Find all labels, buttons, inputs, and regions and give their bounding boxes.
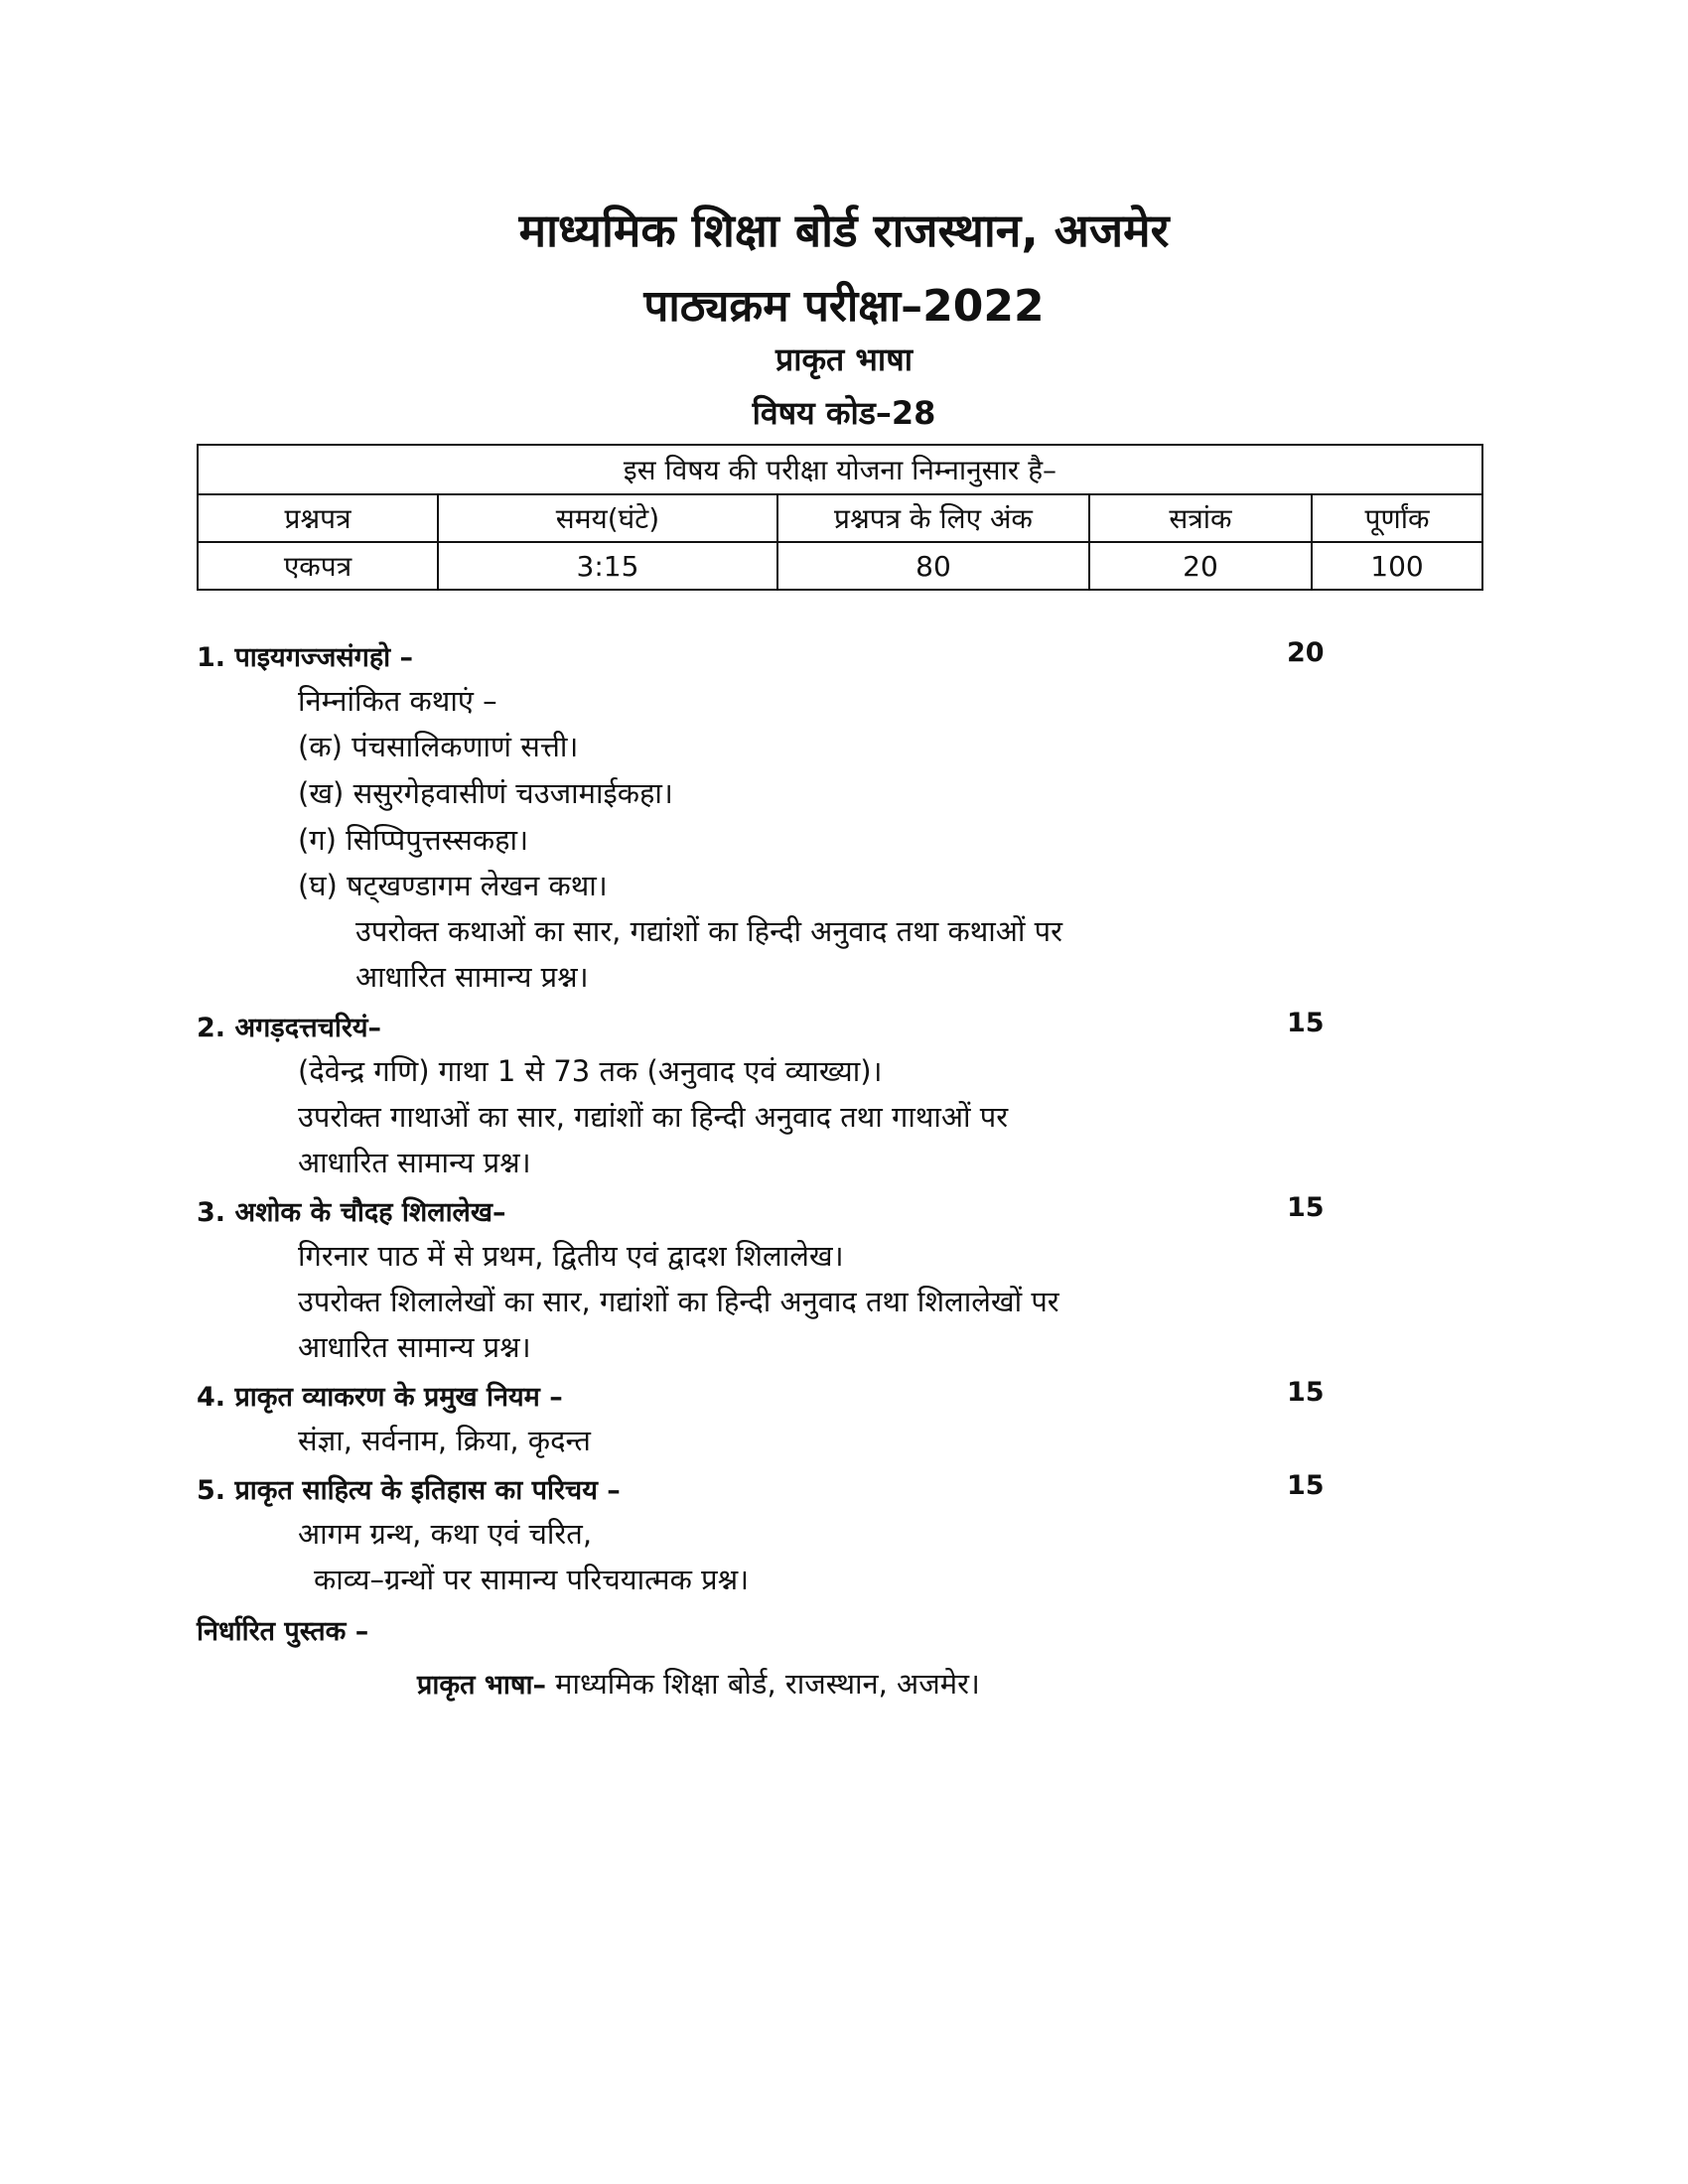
header-cell-total: पूर्णांक [1312,494,1482,542]
cell-sessional: 20 [1089,542,1312,590]
section-1-line: (ख) ससुरगेहवासीणं चउजामाईकहा। [298,776,673,810]
section-5-line: आगम ग्रन्थ, कथा एवं चरित, [298,1517,593,1551]
section-1-line: उपरोक्त कथाओं का सार, गद्यांशों का हिन्दी अनुवाद तथा कथाओं पर [355,914,1062,948]
section-1-line: (ग) सिप्पिपुत्तस्सकहा। [298,823,529,857]
section-4-line: संज्ञा, सर्वनाम, क्रिया, कृदन्त [298,1424,591,1457]
table-row [198,542,1482,590]
subject-code: विषय कोड–28 [752,394,936,432]
exam-title: पाठ्यक्रम परीक्षा–2022 [643,281,1045,332]
section-2-line: उपरोक्त गाथाओं का सार, गद्यांशों का हिन्दी अनुवाद तथा गाथाओं पर [298,1100,1009,1134]
prescribed-book-heading: निर्धारित पुस्तक – [197,1616,369,1647]
cell-paper-marks: 80 [777,542,1089,590]
section-4-title: 4. प्राकृत व्याकरण के प्रमुख नियम – [197,1382,563,1413]
section-1-line: आधारित सामान्य प्रश्न। [355,960,589,994]
cell-total: 100 [1312,542,1482,590]
section-2-marks: 15 [1287,1008,1325,1038]
subject-title: प्राकृत भाषा [774,341,914,378]
section-2-line: आधारित सामान्य प्रश्न। [298,1146,531,1179]
table-caption-row [198,445,1482,494]
section-1-line: (घ) षट्खण्डागम लेखन कथा। [298,869,608,902]
cell-time: 3:15 [438,542,777,590]
section-3-line: उपरोक्त शिलालेखों का सार, गद्यांशों का हिन्दी अनुवाद तथा शिलालेखों पर [298,1285,1059,1318]
prescribed-book-line [417,1664,980,1703]
section-2-line: (देवेन्द्र गणि) गाथा 1 से 73 तक (अनुवाद एवं व्याख्या)। [298,1054,883,1088]
exam-scheme-table [197,444,1483,591]
section-5-title: 5. प्राकृत साहित्य के इतिहास का परिचय – [197,1475,621,1506]
book-publisher: माध्यमिक शिक्षा बोर्ड, राजस्थान, अजमेर। [545,1667,980,1701]
section-4-marks: 15 [1287,1377,1325,1408]
header-cell-sessional: सत्रांक [1089,494,1312,542]
table-caption: इस विषय की परीक्षा योजना निम्नानुसार है– [198,445,1482,494]
table-header-row [198,494,1482,542]
section-3-title: 3. अशोक के चौदह शिलालेख– [197,1197,506,1228]
section-3-line: आधारित सामान्य प्रश्न। [298,1330,531,1364]
book-title: प्राकृत भाषा– [417,1670,546,1701]
cell-paper: एकपत्र [198,542,438,590]
section-1-title: 1. पाइयगज्जसंगहो – [197,642,414,673]
section-3-line: गिरनार पाठ में से प्रथम, द्वितीय एवं द्वादश शिलालेख। [298,1239,844,1273]
section-2-title: 2. अगड़दत्तचरियं– [197,1013,382,1043]
section-1-line: (क) पंचसालिकणाणं सत्ती। [298,730,579,763]
header-cell-time: समय(घंटे) [438,494,777,542]
board-title: माध्यमिक शिक्षा बोर्ड राजस्थान, अजमेर [518,204,1170,257]
header-cell-paper: प्रश्नपत्र [198,494,438,542]
section-1-line: निम्नांकित कथाएं – [298,684,497,718]
header-cell-paper-marks: प्रश्नपत्र के लिए अंक [777,494,1089,542]
section-1-marks: 20 [1287,637,1325,668]
section-5-line: काव्य–ग्रन्थों पर सामान्य परिचयात्मक प्रश्न। [314,1563,750,1596]
section-3-marks: 15 [1287,1192,1325,1223]
section-5-marks: 15 [1287,1470,1325,1501]
